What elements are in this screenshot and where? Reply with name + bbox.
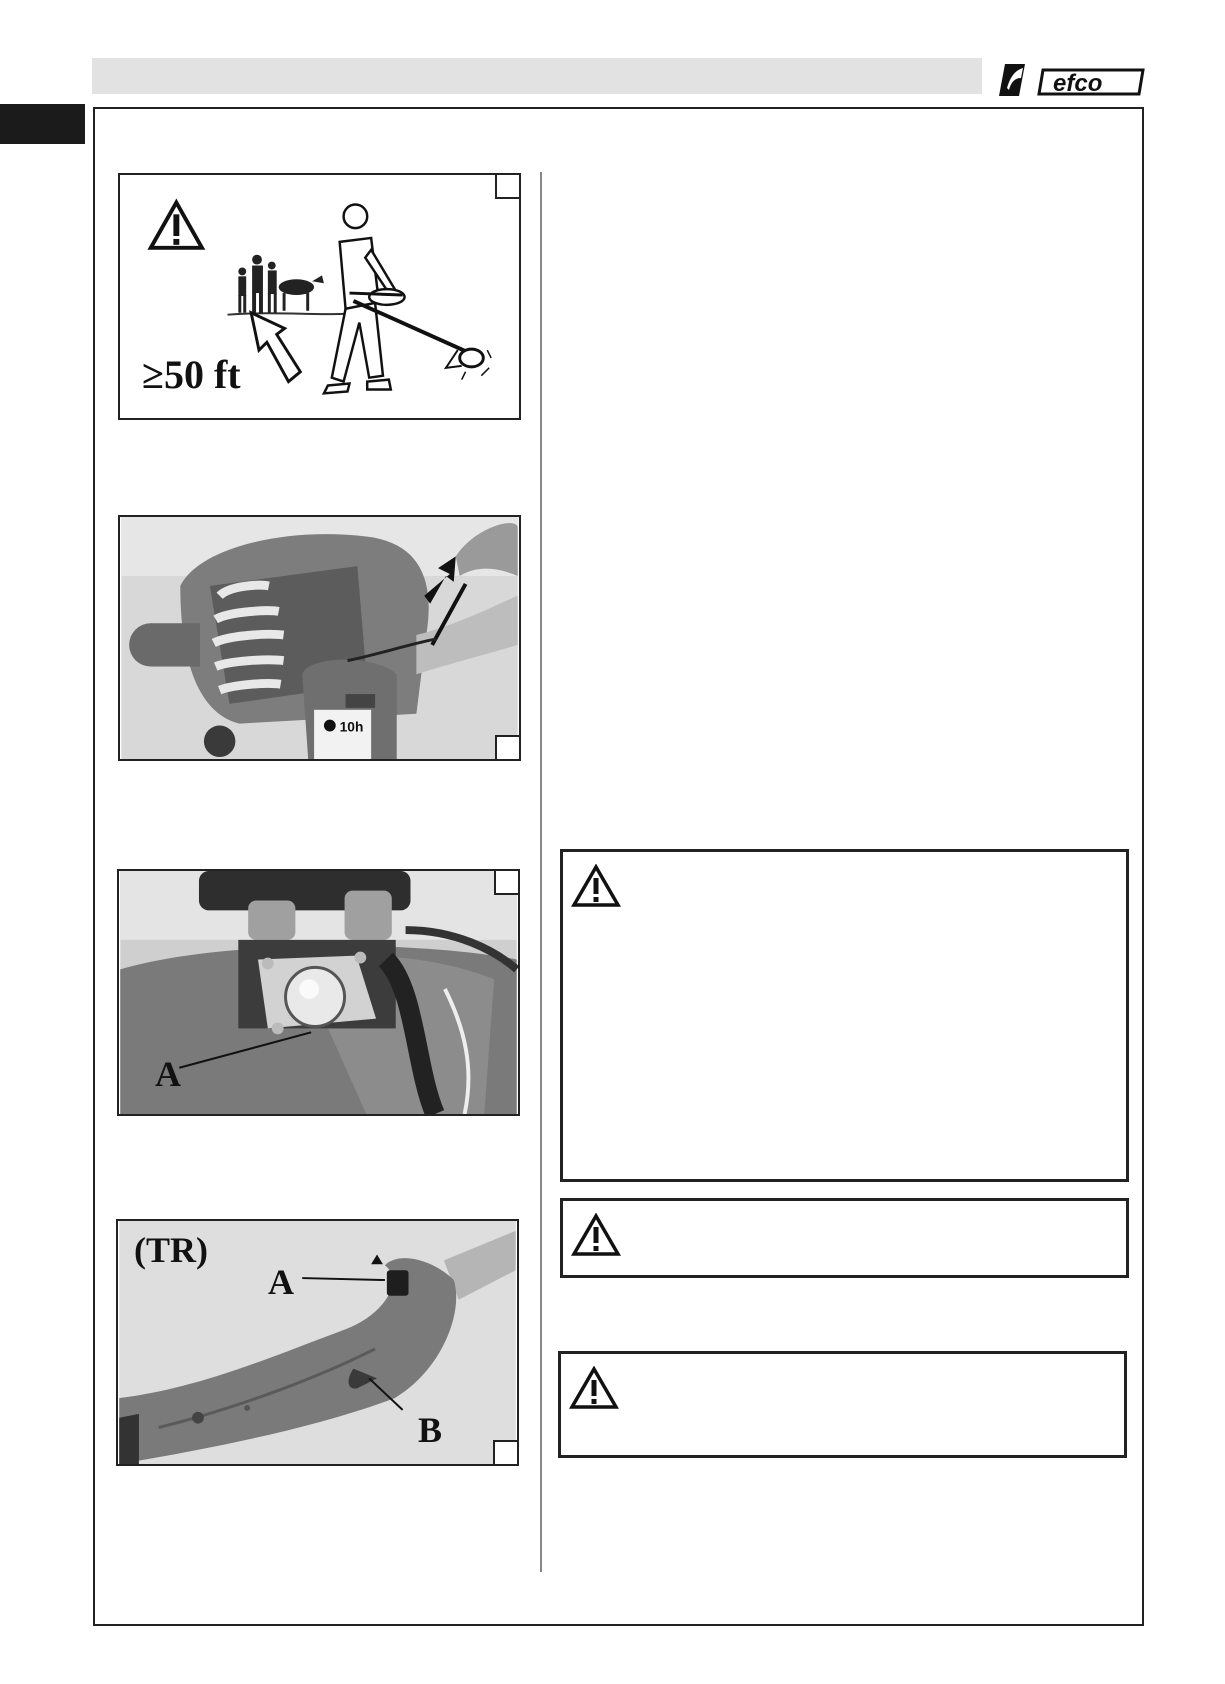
- efco-logo: [995, 60, 1145, 100]
- warning-box-2: [560, 1198, 1129, 1278]
- distance-label: ≥50 ft: [142, 352, 241, 397]
- figure-handle-photo: [116, 1219, 519, 1466]
- figure-number-box: [495, 173, 521, 199]
- figure-number-box: [493, 1440, 519, 1466]
- section-tab: [0, 104, 85, 144]
- engine-photo: [120, 517, 519, 759]
- warning-triangle-icon: [571, 864, 621, 908]
- warning-box-3: [558, 1351, 1127, 1458]
- figure-number-box: [494, 869, 520, 895]
- figure-number-box: [495, 735, 521, 761]
- header-bar: [92, 58, 982, 94]
- warning-triangle-icon: [569, 1366, 619, 1410]
- warning-box-1: [560, 849, 1129, 1182]
- figure-safety-distance: [118, 173, 521, 420]
- label-10h: 10h: [339, 719, 364, 735]
- warning-triangle-icon: [571, 1213, 621, 1257]
- callout-a: A: [155, 1054, 181, 1094]
- warning-triangle-icon: [151, 203, 202, 248]
- figure-engine-photo: [118, 515, 521, 761]
- column-divider: [540, 172, 542, 1572]
- brand-name: efco: [1053, 70, 1103, 97]
- callout-a: A: [268, 1262, 294, 1302]
- model-label: (TR): [134, 1230, 208, 1270]
- figure-primer-photo: [117, 869, 520, 1116]
- callout-b: B: [418, 1410, 443, 1450]
